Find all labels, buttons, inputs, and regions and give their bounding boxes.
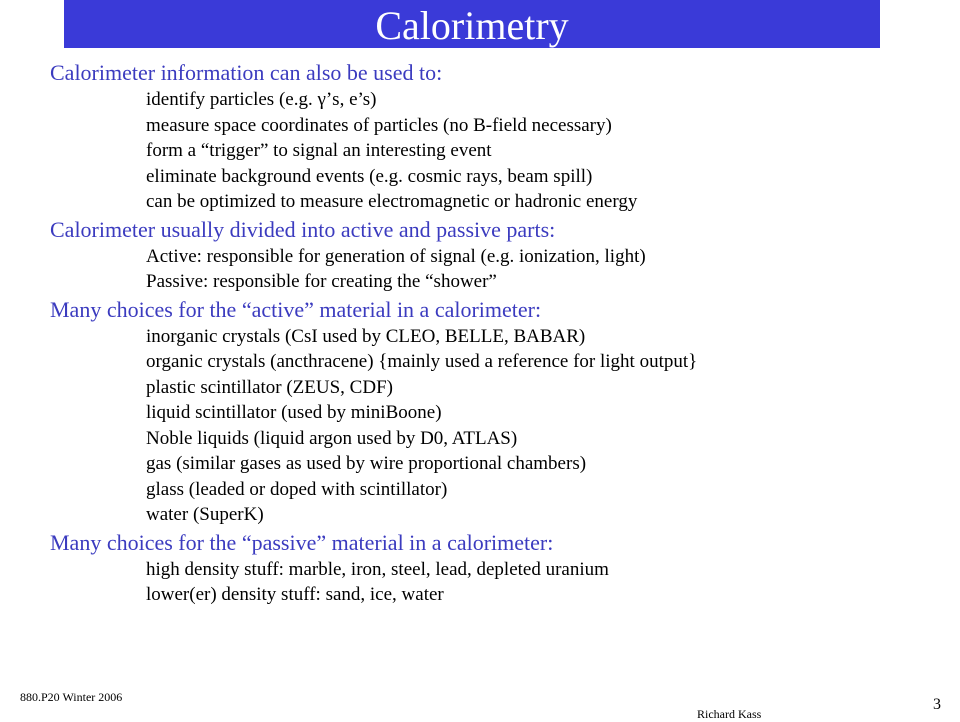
list-item: Passive: responsible for creating the “shower” (146, 271, 497, 292)
course-footer: 880.P20 Winter 2006 (20, 690, 123, 704)
list-item: inorganic crystals (CsI used by CLEO, BELLE, BABAR) (146, 325, 586, 347)
page-number: 3 (933, 696, 941, 713)
list-item: Active: responsible for generation of signal (e.g. ionization, light) (146, 245, 646, 267)
list-item: glass (leaded or doped with scintillator) (146, 478, 448, 500)
section-heading: Calorimeter information can also be used to: (50, 60, 443, 85)
section-heading: Many choices for the “active” material in a calorimeter: (50, 296, 542, 322)
list-item: high density stuff: marble, iron, steel, lead, depleted uranium (146, 558, 609, 580)
section-heading: Many choices for the “passive” material in a calorimeter: (50, 529, 554, 555)
list-item: lower(er) density stuff: sand, ice, water (146, 584, 444, 605)
list-item: can be optimized to measure electromagnetic or hadronic energy (146, 191, 638, 212)
section-parts (50, 215, 930, 295)
list-item: liquid scintillator (used by miniBoone) (146, 402, 442, 423)
list-item: gas (similar gases as used by wire proportional chambers) (146, 453, 587, 474)
list-item: form a “trigger” to signal an interesting event (146, 140, 492, 161)
list-item: measure space coordinates of particles (no B-field necessary) (146, 114, 612, 136)
list-item: identify particles (e.g. γ’s, e’s) (146, 89, 377, 110)
section-active-material (50, 295, 930, 528)
section-heading: Calorimeter usually divided into active and passive parts: (50, 216, 556, 242)
list-item: Noble liquids (liquid argon used by D0, ATLAS) (146, 427, 518, 449)
list-item: water (SuperK) (146, 504, 264, 525)
author-footer: Richard Kass (697, 707, 762, 721)
section-passive-material (50, 528, 930, 608)
list-item: organic crystals (ancthracene) {mainly used a reference for light output} (146, 351, 698, 372)
slide-content (50, 58, 930, 608)
list-item: eliminate background events (e.g. cosmic rays, beam spill) (146, 165, 593, 187)
section-uses (50, 58, 930, 215)
list-item: plastic scintillator (ZEUS, CDF) (146, 376, 393, 398)
slide-title: Calorimetry (375, 3, 569, 48)
